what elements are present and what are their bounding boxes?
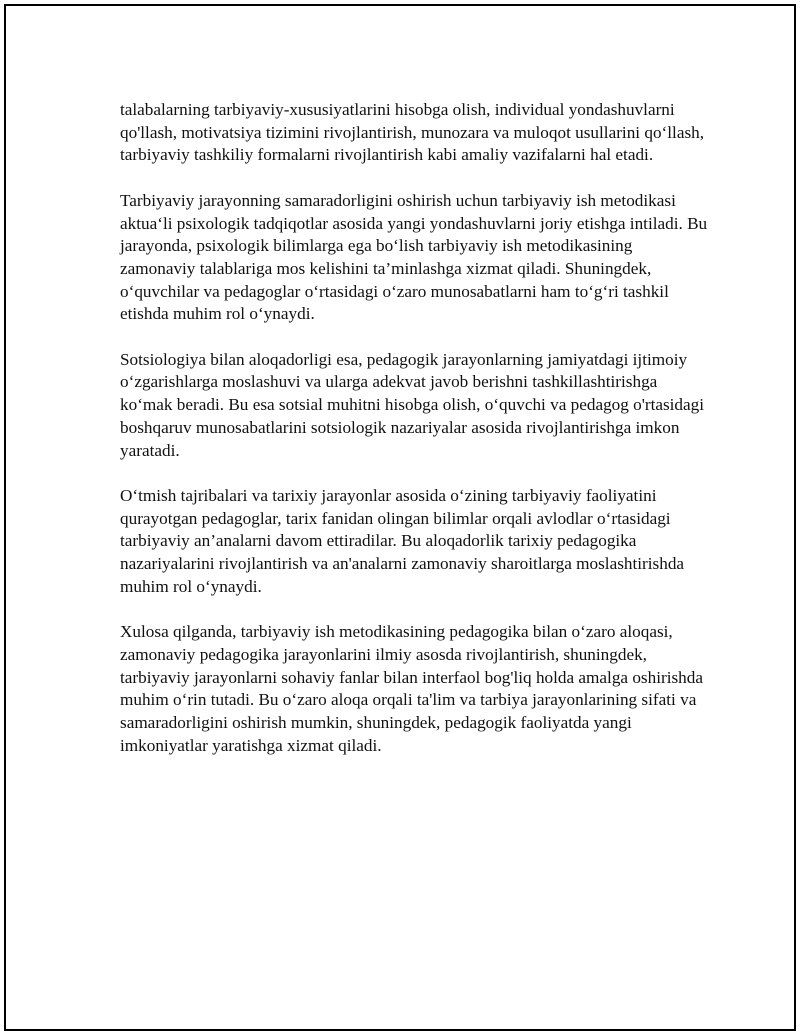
paragraph: talabalarning tarbiyaviy-xususiyatlarini hisobga olish, individual yondashuvlarni qo'llash, motivatsiya tizimini rivojlantirish, munozara va muloqot usullarini qo‘llash, tarbiyaviy tashkiliy formalarni rivojlantirish kabi amaliy vazifalarni hal etadi.: [120, 100, 705, 165]
paragraph: O‘tmish tajribalari va tarixiy jarayonlar asosida o‘zining tarbiyaviy faoliyatini qurayotgan pedagoglar, tarix fanidan olingan bilimlar orqali avlodlar o‘rtasidagi tarbiyaviy an’analarni davom ettiradilar. Bu aloqadorlik tarixiy pedagogika nazariyalarini rivojlantirish va an'analarni zamonaviy sharoitlarga moslashtirishda muhim rol o‘ynaydi.: [120, 485, 685, 596]
page-border: [4, 4, 796, 1031]
paragraph: Xulosa qilganda, tarbiyaviy ish metodikasining pedagogika bilan o‘zaro aloqasi, zamonaviy pedagogika jarayonlarini ilmiy asosda rivojlantirish, shuningdek, tarbiyaviy jarayonlarni sohaviy fanlar bilan interfaol bog'liq holda amalga oshirishda muhim o‘rin tutadi. Bu o‘zaro aloqa orqali ta'lim va tarbiya jarayonlarining sifati va samaradorligini oshirish mumkin, shuningdek, pedagogik faoliyatda yangi imkoniyatlar yaratishga xizmat qiladi.: [120, 622, 703, 755]
paragraph: Tarbiyaviy jarayonning samaradorligini oshirish uchun tarbiyaviy ish metodikasi aktua‘li psixologik tadqiqotlar asosida yangi yondashuvlarni joriy etishga intiladi. Bu jarayonda, psixologik bilimlarga ega bo‘lish tarbiyaviy ish metodikasining zamonaviy talablariga mos kelishini ta’minlashga xizmat qiladi. Shuningdek, o‘quvchilar va pedagoglar o‘rtasidagi o‘zaro munosabatlarni ham to‘g‘ri tashkil etishda muhim rol o‘ynaydi.: [120, 190, 708, 324]
document-body: [120, 99, 710, 780]
paragraph: Sotsiologiya bilan aloqadorligi esa, pedagogik jarayonlarning jamiyatdagi ijtimoiy o‘zgarishlarga moslashuvi va ularga adekvat javob berishni tashkillashtirishga ko‘mak beradi. Bu esa sotsial muhitni hisobga olish, o‘quvchi va pedagog o'rtasidagi boshqaruv munosabatlarini sotsiologik nazariyalar asosida rivojlantirishga imkon yaratadi.: [120, 349, 705, 460]
